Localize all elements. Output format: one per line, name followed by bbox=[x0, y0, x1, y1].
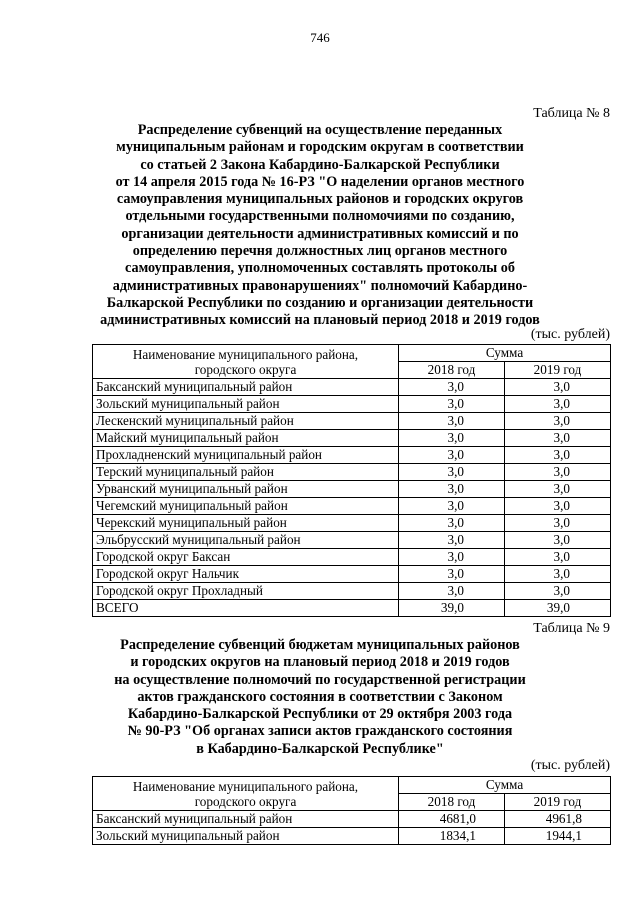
table9-title-line: и городских округов на плановый период 2018 и 2019 годов bbox=[130, 654, 510, 671]
table-row bbox=[93, 515, 611, 532]
value-2019: 3,0 bbox=[505, 532, 611, 549]
table9-units: (тыс. рублей) bbox=[530, 758, 610, 773]
value-2018: 4681,0 bbox=[399, 811, 505, 828]
table8 bbox=[92, 344, 611, 617]
total-row bbox=[93, 600, 611, 617]
table8-header-name bbox=[93, 345, 399, 379]
value-2019: 4961,8 bbox=[505, 811, 611, 828]
district-name: Прохладненский муниципальный район bbox=[93, 447, 399, 464]
table9-title-line: Кабардино-Балкарской Республики от 29 октября 2003 года bbox=[127, 706, 513, 723]
value-2019: 3,0 bbox=[505, 549, 611, 566]
value-2018: 3,0 bbox=[399, 515, 505, 532]
table8-header-2019: 2019 год bbox=[505, 362, 611, 379]
district-name: Зольский муниципальный район bbox=[93, 828, 399, 845]
table8-title-line: Балкарской Республики по созданию и организации деятельности bbox=[106, 294, 534, 311]
table9-title-line: Распределение субвенций бюджетам муниципальных районов bbox=[120, 637, 520, 653]
table8-title-line: самоуправления муниципальных районов и городских округов bbox=[116, 191, 524, 208]
value-2018: 3,0 bbox=[399, 532, 505, 549]
district-name: Баксанский муниципальный район bbox=[93, 811, 399, 828]
value-2018: 3,0 bbox=[399, 379, 505, 396]
value-2018: 1834,1 bbox=[399, 828, 505, 845]
table-row bbox=[93, 430, 611, 447]
table9-title bbox=[80, 637, 560, 758]
value-2019: 3,0 bbox=[505, 481, 611, 498]
district-name: Черекский муниципальный район bbox=[93, 515, 399, 532]
table-row bbox=[93, 498, 611, 515]
district-name: Городской округ Баксан bbox=[93, 549, 399, 566]
table9-title-line: актов гражданского состояния в соответствии с Законом bbox=[137, 688, 503, 705]
district-name: Городской округ Прохладный bbox=[93, 583, 399, 600]
value-2019: 3,0 bbox=[505, 447, 611, 464]
district-name: Терский муниципальный район bbox=[93, 464, 399, 481]
value-2019: 3,0 bbox=[505, 498, 611, 515]
table8-title-line: организации деятельности административных комиссий и по bbox=[121, 225, 519, 242]
table8-title-line: со статьей 2 Закона Кабардино-Балкарской Республики bbox=[140, 156, 500, 173]
table9-header-2018: 2018 год bbox=[399, 794, 505, 811]
table8-title-line: самоуправления, уполномоченных составлять протоколы об bbox=[125, 260, 515, 277]
page-number: 746 bbox=[310, 30, 330, 45]
header-name-line: городского округа bbox=[194, 793, 297, 809]
district-name: Майский муниципальный район bbox=[93, 430, 399, 447]
district-name: Зольский муниципальный район bbox=[93, 396, 399, 413]
table-row bbox=[93, 464, 611, 481]
table8-title-line: административных правонарушениях" полномочий Кабардино- bbox=[112, 277, 528, 294]
value-2018: 3,0 bbox=[399, 498, 505, 515]
table9-header-name bbox=[93, 777, 399, 811]
table-row bbox=[93, 549, 611, 566]
table8-title-line: Распределение субвенций на осуществление переданных bbox=[137, 122, 503, 138]
table8-title bbox=[80, 122, 560, 330]
header-name-line: Наименование муниципального района, bbox=[132, 346, 359, 362]
value-2018: 3,0 bbox=[399, 481, 505, 498]
district-name: Эльбрусский муниципальный район bbox=[93, 532, 399, 549]
table8-title-line: определению перечня должностных лиц органов местного bbox=[132, 243, 508, 260]
value-2019: 3,0 bbox=[505, 430, 611, 447]
table9-title-line: на осуществление полномочий по государственной регистрации bbox=[114, 671, 526, 688]
table-row bbox=[93, 413, 611, 430]
table8-header-sum: Сумма bbox=[399, 345, 611, 362]
table8-title-line: муниципальным районам и городским округам в соответствии bbox=[116, 139, 524, 156]
table8-title-line: отдельными государственными полномочиями по созданию, bbox=[125, 208, 515, 225]
value-2018: 3,0 bbox=[399, 583, 505, 600]
district-name: Баксанский муниципальный район bbox=[93, 379, 399, 396]
header-name-line: Наименование муниципального района, bbox=[132, 778, 359, 794]
table-row bbox=[93, 532, 611, 549]
value-2019: 3,0 bbox=[505, 464, 611, 481]
district-name: Городской округ Нальчик bbox=[93, 566, 399, 583]
value-2019: 3,0 bbox=[505, 396, 611, 413]
district-name: Лескенский муниципальный район bbox=[93, 413, 399, 430]
table-row bbox=[93, 811, 611, 828]
value-2019: 3,0 bbox=[505, 379, 611, 396]
table-row bbox=[93, 828, 611, 845]
value-2019: 1944,1 bbox=[505, 828, 611, 845]
table8-units: (тыс. рублей) bbox=[530, 327, 610, 342]
table-row bbox=[93, 379, 611, 396]
table8-label: Таблица № 8 bbox=[533, 106, 610, 121]
table8-title-line: от 14 апреля 2015 года № 16-РЗ "О наделении органов местного bbox=[115, 173, 525, 190]
total-2019: 39,0 bbox=[505, 600, 611, 617]
district-name: Урванский муниципальный район bbox=[93, 481, 399, 498]
table9-title-line: в Кабардино-Балкарской Республике" bbox=[196, 740, 444, 757]
table9-header-2019: 2019 год bbox=[505, 794, 611, 811]
value-2018: 3,0 bbox=[399, 549, 505, 566]
table-row bbox=[93, 447, 611, 464]
value-2018: 3,0 bbox=[399, 413, 505, 430]
value-2018: 3,0 bbox=[399, 430, 505, 447]
value-2018: 3,0 bbox=[399, 396, 505, 413]
table8-title-line: административных комиссий на плановый период 2018 и 2019 годов bbox=[100, 312, 540, 329]
value-2018: 3,0 bbox=[399, 566, 505, 583]
value-2019: 3,0 bbox=[505, 566, 611, 583]
table-row bbox=[93, 566, 611, 583]
value-2019: 3,0 bbox=[505, 515, 611, 532]
total-2018: 39,0 bbox=[399, 600, 505, 617]
table-row bbox=[93, 481, 611, 498]
total-label: ВСЕГО bbox=[93, 600, 399, 617]
table9-header-sum: Сумма bbox=[399, 777, 611, 794]
value-2019: 3,0 bbox=[505, 413, 611, 430]
header-name-line: городского округа bbox=[194, 361, 297, 377]
table9 bbox=[92, 776, 611, 845]
table8-header-2018: 2018 год bbox=[399, 362, 505, 379]
district-name: Чегемский муниципальный район bbox=[93, 498, 399, 515]
table9-title-line: № 90-РЗ "Об органах записи актов гражданского состояния bbox=[127, 723, 513, 740]
value-2018: 3,0 bbox=[399, 447, 505, 464]
value-2018: 3,0 bbox=[399, 464, 505, 481]
value-2019: 3,0 bbox=[505, 583, 611, 600]
table9-label: Таблица № 9 bbox=[533, 621, 610, 636]
table-row bbox=[93, 396, 611, 413]
table-row bbox=[93, 583, 611, 600]
